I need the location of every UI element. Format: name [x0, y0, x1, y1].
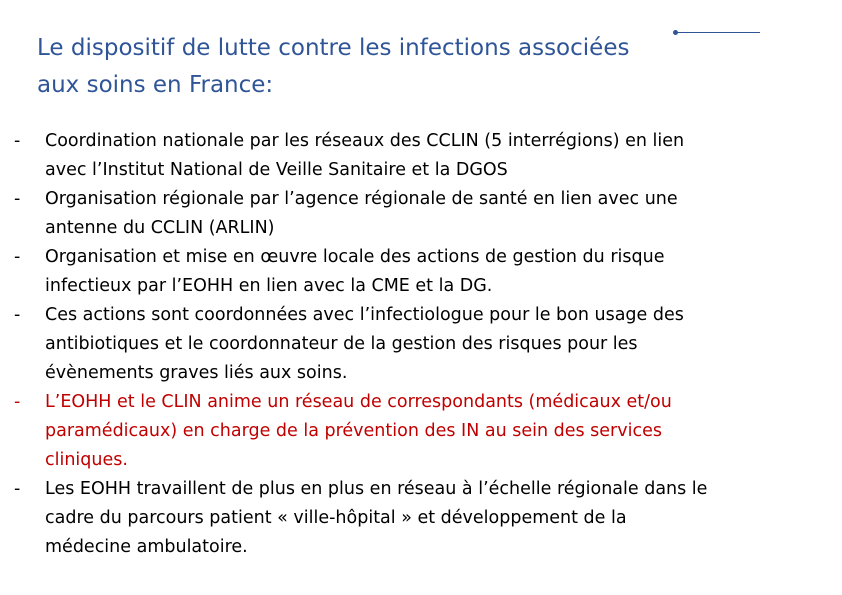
- bullet-item-local-organisation: [14, 243, 814, 301]
- bullet-text-line: paramédicaux) en charge de la prévention des IN au sein des services: [45, 421, 662, 441]
- bullet-text-line: Organisation régionale par l’agence régionale de santé en lien avec une: [45, 189, 678, 209]
- bullet-text-line: Les EOHH travaillent de plus en plus en réseau à l’échelle régionale dans le: [45, 479, 708, 499]
- bullet-dash: -: [14, 305, 21, 325]
- bullet-item-regional-organisation: [14, 185, 814, 243]
- slide-title: [37, 30, 737, 104]
- bullet-dash: -: [14, 189, 21, 209]
- bullet-item-regional-network: [14, 475, 814, 562]
- bullet-text-line: Ces actions sont coordonnées avec l’infectiologue pour le bon usage des: [45, 305, 684, 325]
- bullet-item-correspondents-network: [14, 388, 814, 475]
- bullet-text-line: avec l’Institut National de Veille Sanitaire et la DGOS: [45, 160, 508, 180]
- bullet-text-line: antibiotiques et le coordonnateur de la gestion des risques pour les: [45, 334, 638, 354]
- bullet-text-line: évènements graves liés aux soins.: [45, 363, 348, 383]
- slide-title-line-2: aux soins en France:: [37, 72, 274, 98]
- bullet-text-line: Coordination nationale par les réseaux des CCLIN (5 interrégions) en lien: [45, 131, 685, 151]
- bullet-text-line: L’EOHH et le CLIN anime un réseau de correspondants (médicaux et/ou: [45, 392, 672, 412]
- decorative-rule: [676, 32, 760, 33]
- bullet-text-line: cadre du parcours patient « ville-hôpital » et développement de la: [45, 508, 627, 528]
- bullet-text-line: Organisation et mise en œuvre locale des actions de gestion du risque: [45, 247, 665, 267]
- bullet-item-national-coordination: [14, 127, 814, 185]
- bullet-text-line: antenne du CCLIN (ARLIN): [45, 218, 275, 238]
- bullet-text-line: cliniques.: [45, 450, 128, 470]
- bullet-dash: -: [14, 479, 21, 499]
- bullet-dash: -: [14, 247, 21, 267]
- bullet-dash: -: [14, 392, 21, 412]
- bullet-text-line: infectieux par l’EOHH en lien avec la CME et la DG.: [45, 276, 493, 296]
- bullet-item-coordinated-actions: [14, 301, 814, 388]
- bullet-text-line: médecine ambulatoire.: [45, 537, 248, 557]
- slide-title-line-1: Le dispositif de lutte contre les infections associées: [37, 35, 630, 61]
- bullet-dash: -: [14, 131, 21, 151]
- bullet-list: [14, 127, 814, 562]
